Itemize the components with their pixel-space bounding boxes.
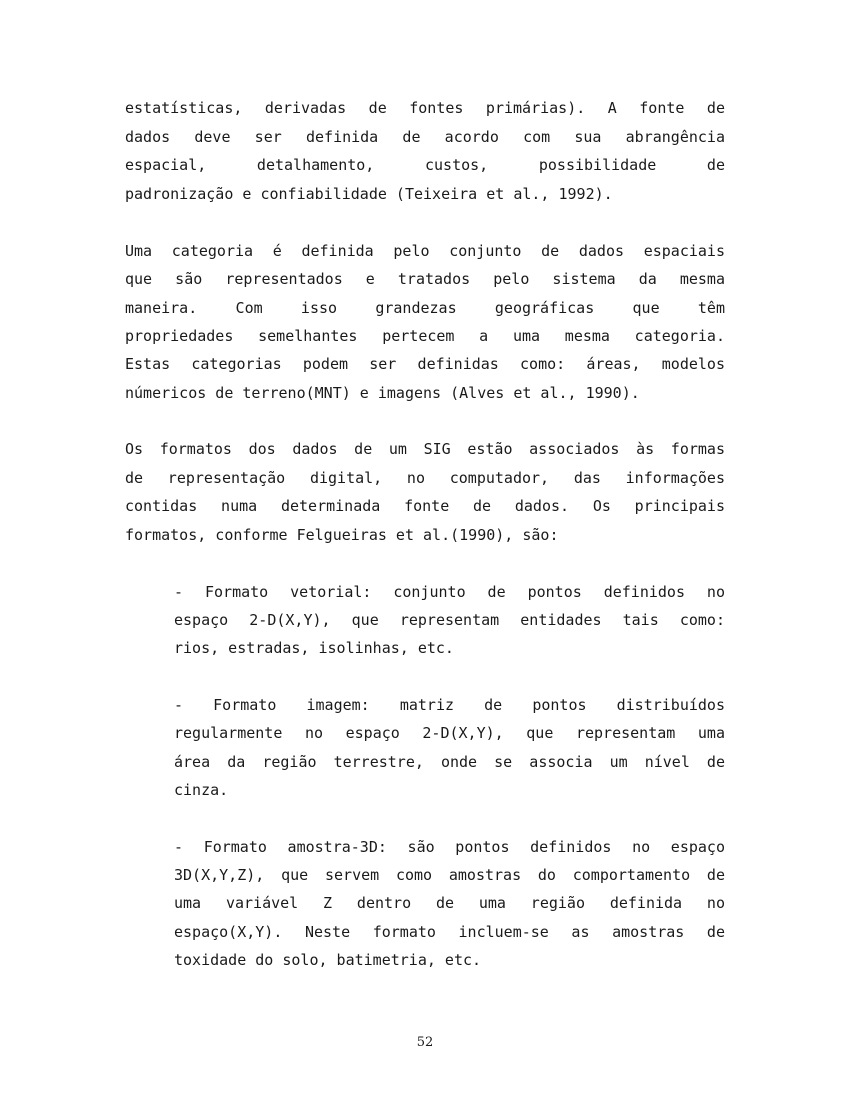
list-item-3-line-5: toxidade do solo, batimetria, etc. [174,951,482,969]
page-number: 52 [416,1035,434,1050]
paragraph-1-line-2: dados deve ser definida de acordo com sua abrangência [125,128,725,146]
paragraph-2-line-4: propriedades semelhantes pertecem a uma mesma categoria. [125,327,725,345]
paragraph-2-line-1: Uma categoria é definida pelo conjunto de dados espaciais [125,242,725,260]
list-item-3-line-4: espaço(X,Y). Neste formato incluem-se as amostras de [174,923,725,941]
paragraph-2-line-6: númericos de terreno(MNT) e imagens (Alves et al., 1990). [125,384,640,402]
list-item-1-line-1: - Formato vetorial: conjunto de pontos definidos no [174,583,725,601]
list-item-2-line-3: área da região terrestre, onde se associa um nível de [174,753,725,771]
paragraph-3-line-2: de representação digital, no computador, das informações [125,469,725,487]
list-item-2-line-2: regularmente no espaço 2-D(X,Y), que representam uma [174,724,725,742]
paragraph-1-line-4: padronização e confiabilidade (Teixeira et al., 1992). [125,185,613,203]
paragraph-2-line-5: Estas categorias podem ser definidas como: áreas, modelos [125,355,725,373]
paragraph-2-line-3: maneira. Com isso grandezas geográficas que têm [125,299,725,317]
paragraph-1-line-1: estatísticas, derivadas de fontes primárias). A fonte de [125,99,725,117]
paragraph-3-line-4: formatos, conforme Felgueiras et al.(1990), são: [125,526,559,544]
list-item-1-line-2: espaço 2-D(X,Y), que representam entidades tais como: [174,611,725,629]
paragraph-3-line-3: contidas numa determinada fonte de dados. Os principais [125,497,725,515]
list-item-3-line-3: uma variável Z dentro de uma região definida no [174,894,725,912]
paragraph-2-line-2: que são representados e tratados pelo sistema da mesma [125,270,725,288]
list-item-3-line-1: - Formato amostra-3D: são pontos definidos no espaço [174,838,725,856]
list-item-3-line-2: 3D(X,Y,Z), que servem como amostras do comportamento de [174,866,725,884]
list-item-1-line-3: rios, estradas, isolinhas, etc. [174,639,454,657]
list-item-2-line-1: - Formato imagem: matriz de pontos distribuídos [174,696,725,714]
list-item-2-line-4: cinza. [174,781,229,799]
paragraph-1-line-3: espacial, detalhamento, custos, possibilidade de [125,156,725,174]
paragraph-3-line-1: Os formatos dos dados de um SIG estão associados às formas [125,440,725,458]
